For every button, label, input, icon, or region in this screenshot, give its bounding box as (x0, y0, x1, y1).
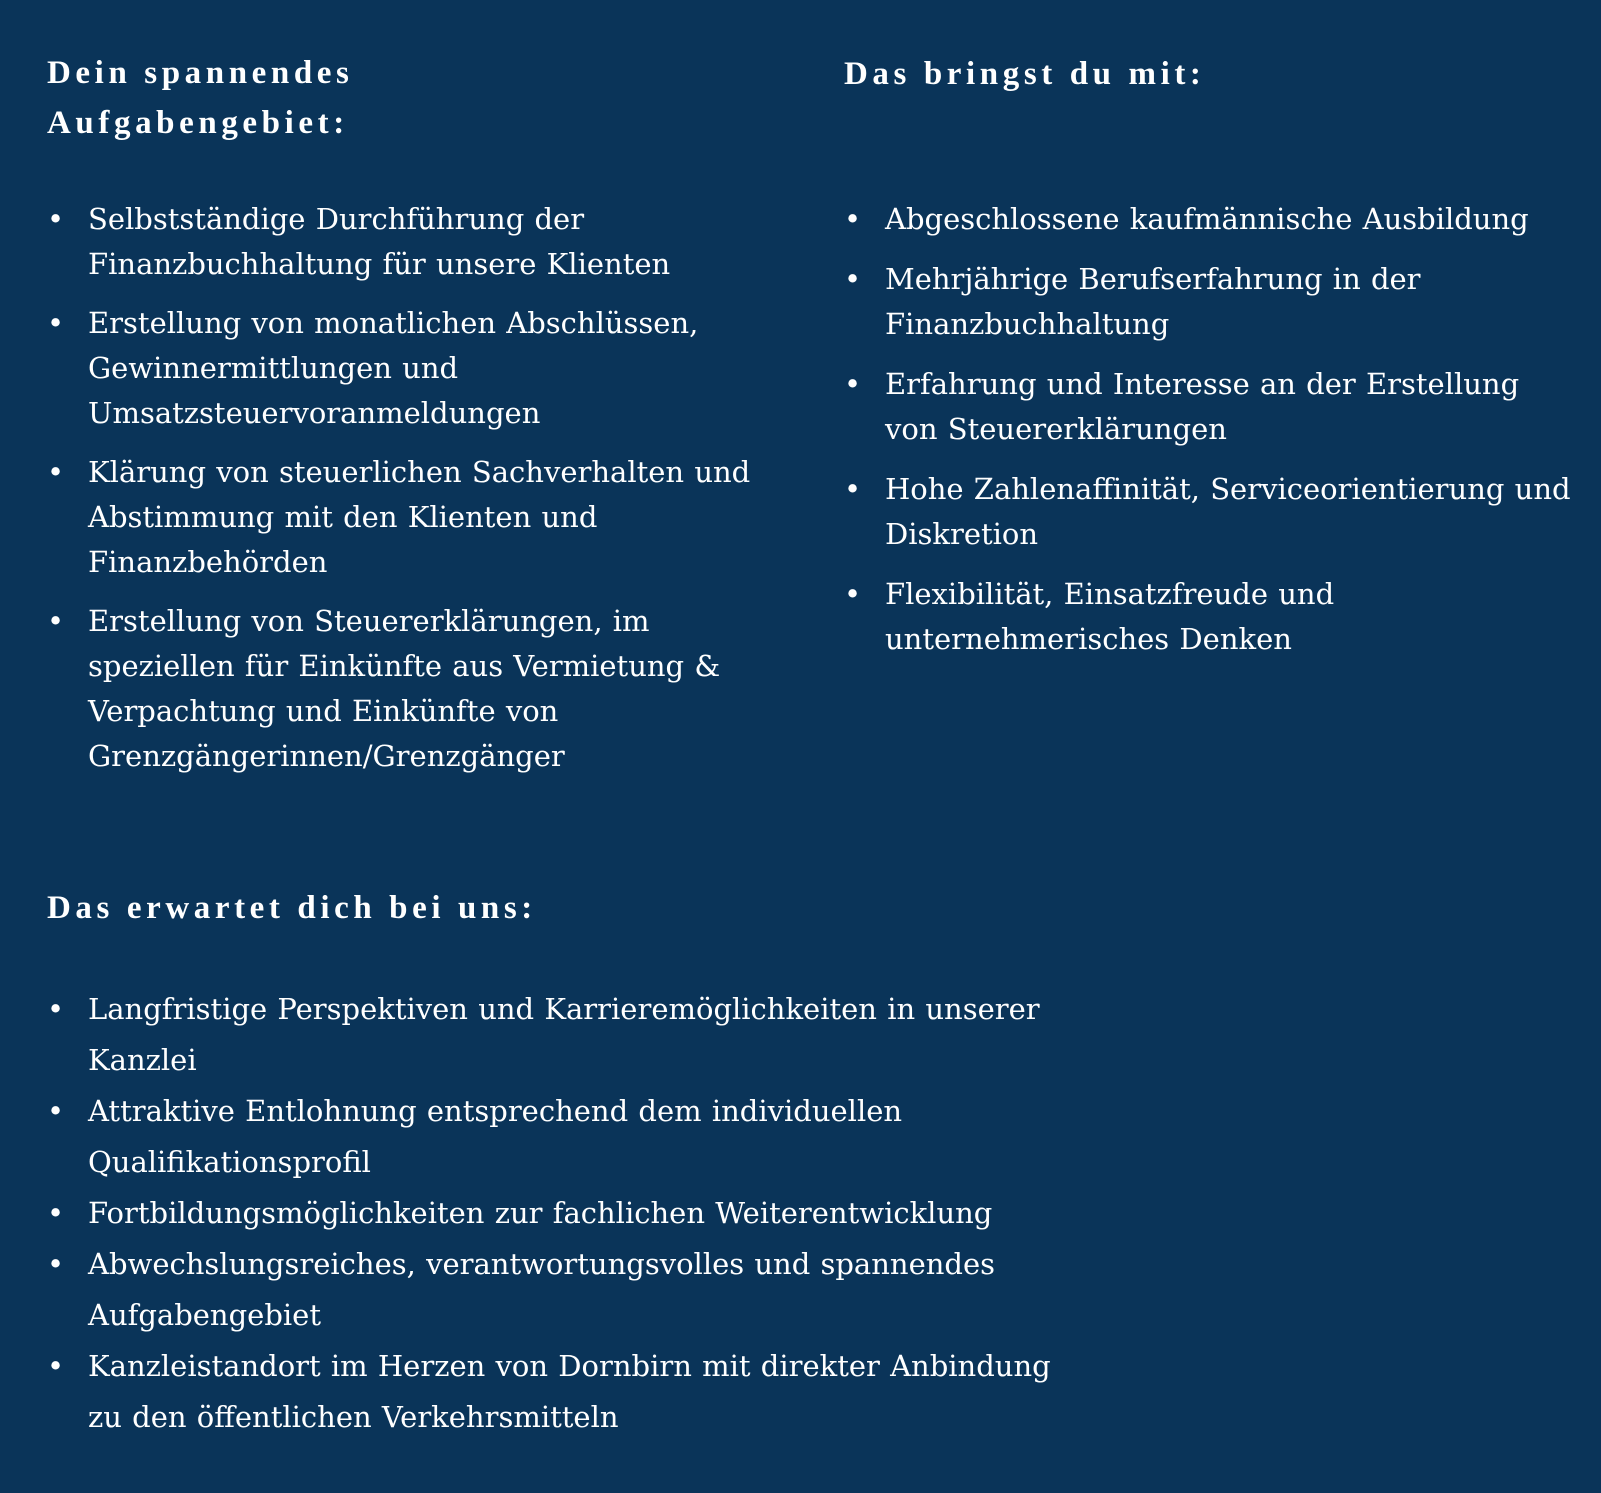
list-aufgabengebiet (47, 197, 787, 793)
list-item: • Abgeschlossene kaufmännische Ausbildung (844, 197, 1574, 242)
list-anforderungen (844, 197, 1574, 677)
heading-aufgabengebiet-line1: Dein spannendes (47, 55, 354, 91)
list-item: • Hohe Zahlenaffinität, Serviceorientierung und Diskretion (844, 467, 1574, 557)
list-item: • Abwechslungsreiches, verantwortungsvolles und spannendes Aufgabengebiet (47, 1239, 1067, 1341)
heading-anforderungen: Das bringst du mit: (844, 56, 1206, 92)
list-item: • Klärung von steuerlichen Sachverhalten und Abstimmung mit den Klienten und Finanzbehörden (47, 450, 787, 585)
list-item: • Attraktive Entlohnung entsprechend dem individuellen Qualifikationsprofil (47, 1086, 1067, 1188)
list-item: • Fortbildungsmöglichkeiten zur fachlichen Weiterentwicklung (47, 1188, 1067, 1239)
list-item: • Selbstständige Durchführung der Finanzbuchhaltung für unsere Klienten (47, 197, 787, 287)
list-item: • Flexibilität, Einsatzfreude und unternehmerisches Denken (844, 572, 1574, 662)
heading-aufgabengebiet (47, 48, 467, 148)
list-item: • Kanzleistandort im Herzen von Dornbirn mit direkter Anbindung zu den öffentlichen Verkehrsmitteln (47, 1341, 1067, 1443)
list-angebot (47, 984, 1067, 1443)
list-item: • Erstellung von Steuererklärungen, im speziellen für Einkünfte aus Vermietung & Verpachtung und Einkünfte von Grenzgängerinnen/Grenzgänger (47, 599, 787, 779)
heading-aufgabengebiet-line2: Aufgabengebiet: (47, 105, 349, 141)
list-item: • Mehrjährige Berufserfahrung in der Finanzbuchhaltung (844, 257, 1574, 347)
list-item: • Erstellung von monatlichen Abschlüssen, Gewinnermittlungen und Umsatzsteuervoranmeldungen (47, 301, 787, 436)
list-item: • Langfristige Perspektiven und Karrieremöglichkeiten in unserer Kanzlei (47, 984, 1067, 1086)
heading-angebot: Das erwartet dich bei uns: (47, 890, 537, 926)
list-item: • Erfahrung und Interesse an der Erstellung von Steuererklärungen (844, 362, 1574, 452)
